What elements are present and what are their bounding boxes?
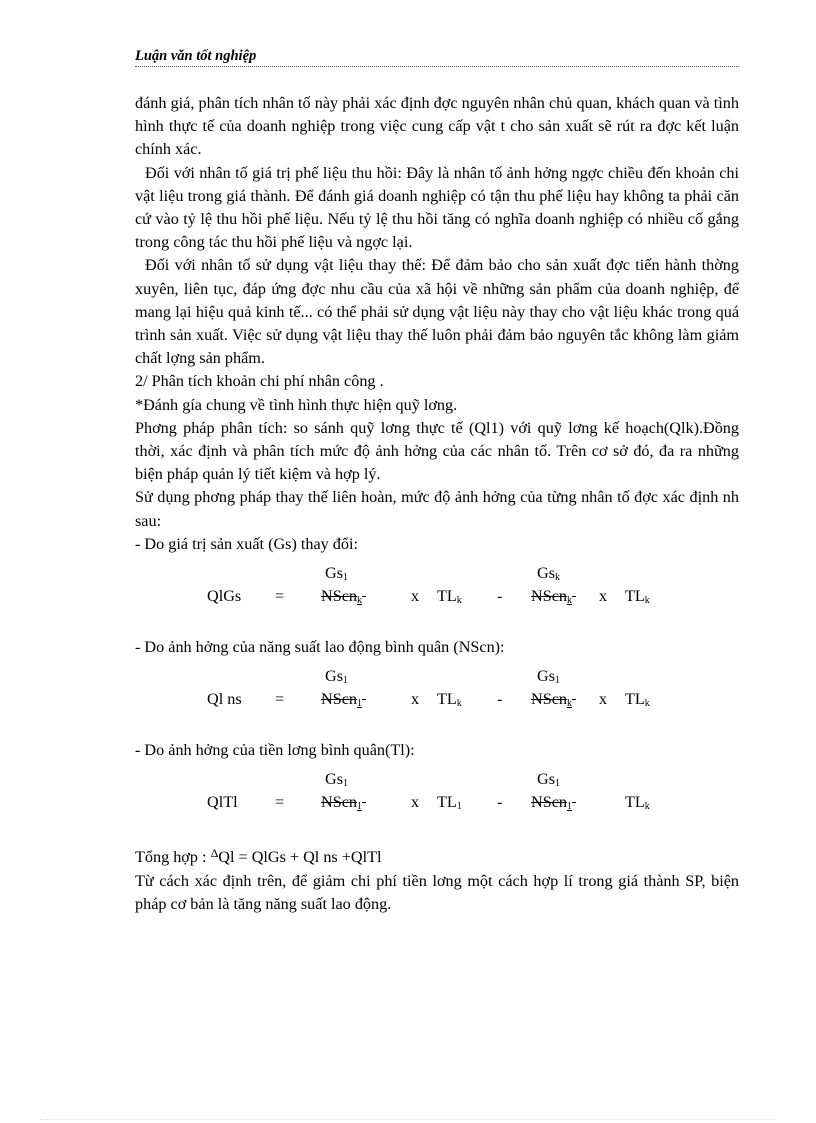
paragraph: Sử dụng phơng pháp thay thế liên hoàn, mức độ ảnh hởng của từng nhân tố đợc xác định nh sau: bbox=[135, 488, 739, 530]
numerator-1: $Gs_1$ bbox=[325, 770, 348, 790]
paragraph: Phơng pháp phân tích: so sánh quỹ lơng thực tế (Ql1) với quỹ lơng kế hoạch(Qlk).Đồng thời, xác định và phân tích mức độ ảnh hởng của các nhân tố. Trên cơ sở đó, đa ra những biện pháp quản lý tiết kiệm và hợp lý. bbox=[135, 418, 739, 484]
tl-term-2: $TL_k$ bbox=[625, 690, 650, 710]
formula-qlns bbox=[135, 665, 739, 711]
list-item: - Do giá trị sản xuất (Gs) thay đổi: bbox=[135, 534, 358, 553]
formula-name: QlGs bbox=[207, 587, 242, 606]
denominator-1: NScn$_k$ bbox=[321, 587, 362, 607]
tl-term-1: $TL_1$ bbox=[437, 793, 462, 813]
subsection-heading: *Đánh gía chung về tình hình thực hiện quỹ lơng. bbox=[135, 395, 458, 414]
tl-term-2: $TL_k$ bbox=[625, 587, 650, 607]
footer-rule bbox=[40, 1119, 776, 1120]
summary-prefix: Tổng hợp : bbox=[135, 848, 207, 867]
header-title: Luận văn tốt nghiệp bbox=[135, 48, 257, 64]
times-sign: x bbox=[411, 793, 420, 812]
times-sign: x bbox=[599, 587, 608, 606]
formula-name: Ql ns bbox=[207, 690, 242, 709]
delta-symbol: Δ bbox=[210, 846, 219, 861]
numerator-2: $Gs_1$ bbox=[537, 770, 560, 790]
numerator-1: $Gs_1$ bbox=[325, 564, 348, 584]
minus-sign: - bbox=[497, 690, 503, 709]
summary-line bbox=[135, 842, 739, 869]
section-heading: 2/ Phân tích khoản chi phí nhân công . bbox=[135, 372, 384, 391]
tl-term-1: $TL_k$ bbox=[437, 587, 462, 607]
formula-name: QlTl bbox=[207, 793, 238, 812]
denominator-1: NScn$_1$ bbox=[321, 690, 362, 710]
formula-qlgs bbox=[135, 562, 739, 608]
times-sign: x bbox=[411, 690, 420, 709]
paragraph: Đối với nhân tố sử dụng vật liệu thay thế: Để đảm bảo cho sản xuất đợc tiến hành thờng xuyên, liên tục, đáp ứng đợc nhu cầu của xã hội về những sản phẩm của doanh nghiệp, để mang lại hiệu quả kinh tế... có thể phải sử dụng vật liệu này thay cho vật liệu khác trong quá trình sản xuất. Việc sử dụng vật liệu thay thế luôn phải đảm bảo nguyên tắc không làm giảm chất lợng sản phẩm. bbox=[135, 256, 739, 368]
times-sign: x bbox=[599, 690, 608, 709]
equals-sign: = bbox=[275, 793, 285, 812]
denominator-2: NScn$_k$ bbox=[531, 587, 572, 607]
numerator-2: $Gs_1$ bbox=[537, 667, 560, 687]
equals-sign: = bbox=[275, 587, 285, 606]
denominator-2: NScn$_1$ bbox=[531, 793, 572, 813]
tl-term-2: $TL_k$ bbox=[625, 793, 650, 813]
paragraph: Đối với nhân tố giá trị phế liệu thu hồi: Đây là nhân tố ảnh hởng ngợc chiều đến khoản chi vật liệu trong giá thành. Để đánh giá doanh nghiệp có tận thu phế liệu hay không ta phải căn cứ vào tỷ lệ thu hồi phế liệu. Nếu tỷ lệ thu hồi tăng có nghĩa doanh nghiệp có nhiều cố gắng trong công tác thu hồi phế liệu và ngợc lại. bbox=[135, 163, 739, 252]
denominator-1: NScn$_1$ bbox=[321, 793, 362, 813]
denominator-2: NScn$_k$ bbox=[531, 690, 572, 710]
document-body bbox=[135, 92, 739, 916]
paragraph: Từ cách xác định trên, để giảm chi phí tiền lơng một cách hợp lí trong giá thành SP, biện pháp cơ bản là tăng năng suất lao động. bbox=[135, 871, 739, 913]
list-item: - Do ảnh hởng của năng suất lao động bình quân (NScn): bbox=[135, 638, 505, 657]
times-sign: x bbox=[411, 587, 420, 606]
paragraph: đánh giá, phân tích nhân tố này phải xác định đợc nguyên nhân chủ quan, khách quan và tình hình thực tế của doanh nghiệp trong việc cung cấp vật t cho sản xuất sẽ rút ra đợc kết luận chính xác. bbox=[135, 94, 739, 159]
minus-sign: - bbox=[497, 587, 503, 606]
numerator-1: $Gs_1$ bbox=[325, 667, 348, 687]
formula-qltl bbox=[135, 768, 739, 814]
page-header bbox=[135, 47, 739, 67]
numerator-2: $Gs_k$ bbox=[537, 564, 560, 584]
list-item: - Do ảnh hởng của tiền lơng bình quân(Tl): bbox=[135, 741, 415, 760]
minus-sign: - bbox=[497, 793, 503, 812]
equals-sign: = bbox=[275, 690, 285, 709]
tl-term-1: $TL_k$ bbox=[437, 690, 462, 710]
summary-formula: Ql = QlGs + Ql ns +QlTl bbox=[218, 848, 382, 867]
